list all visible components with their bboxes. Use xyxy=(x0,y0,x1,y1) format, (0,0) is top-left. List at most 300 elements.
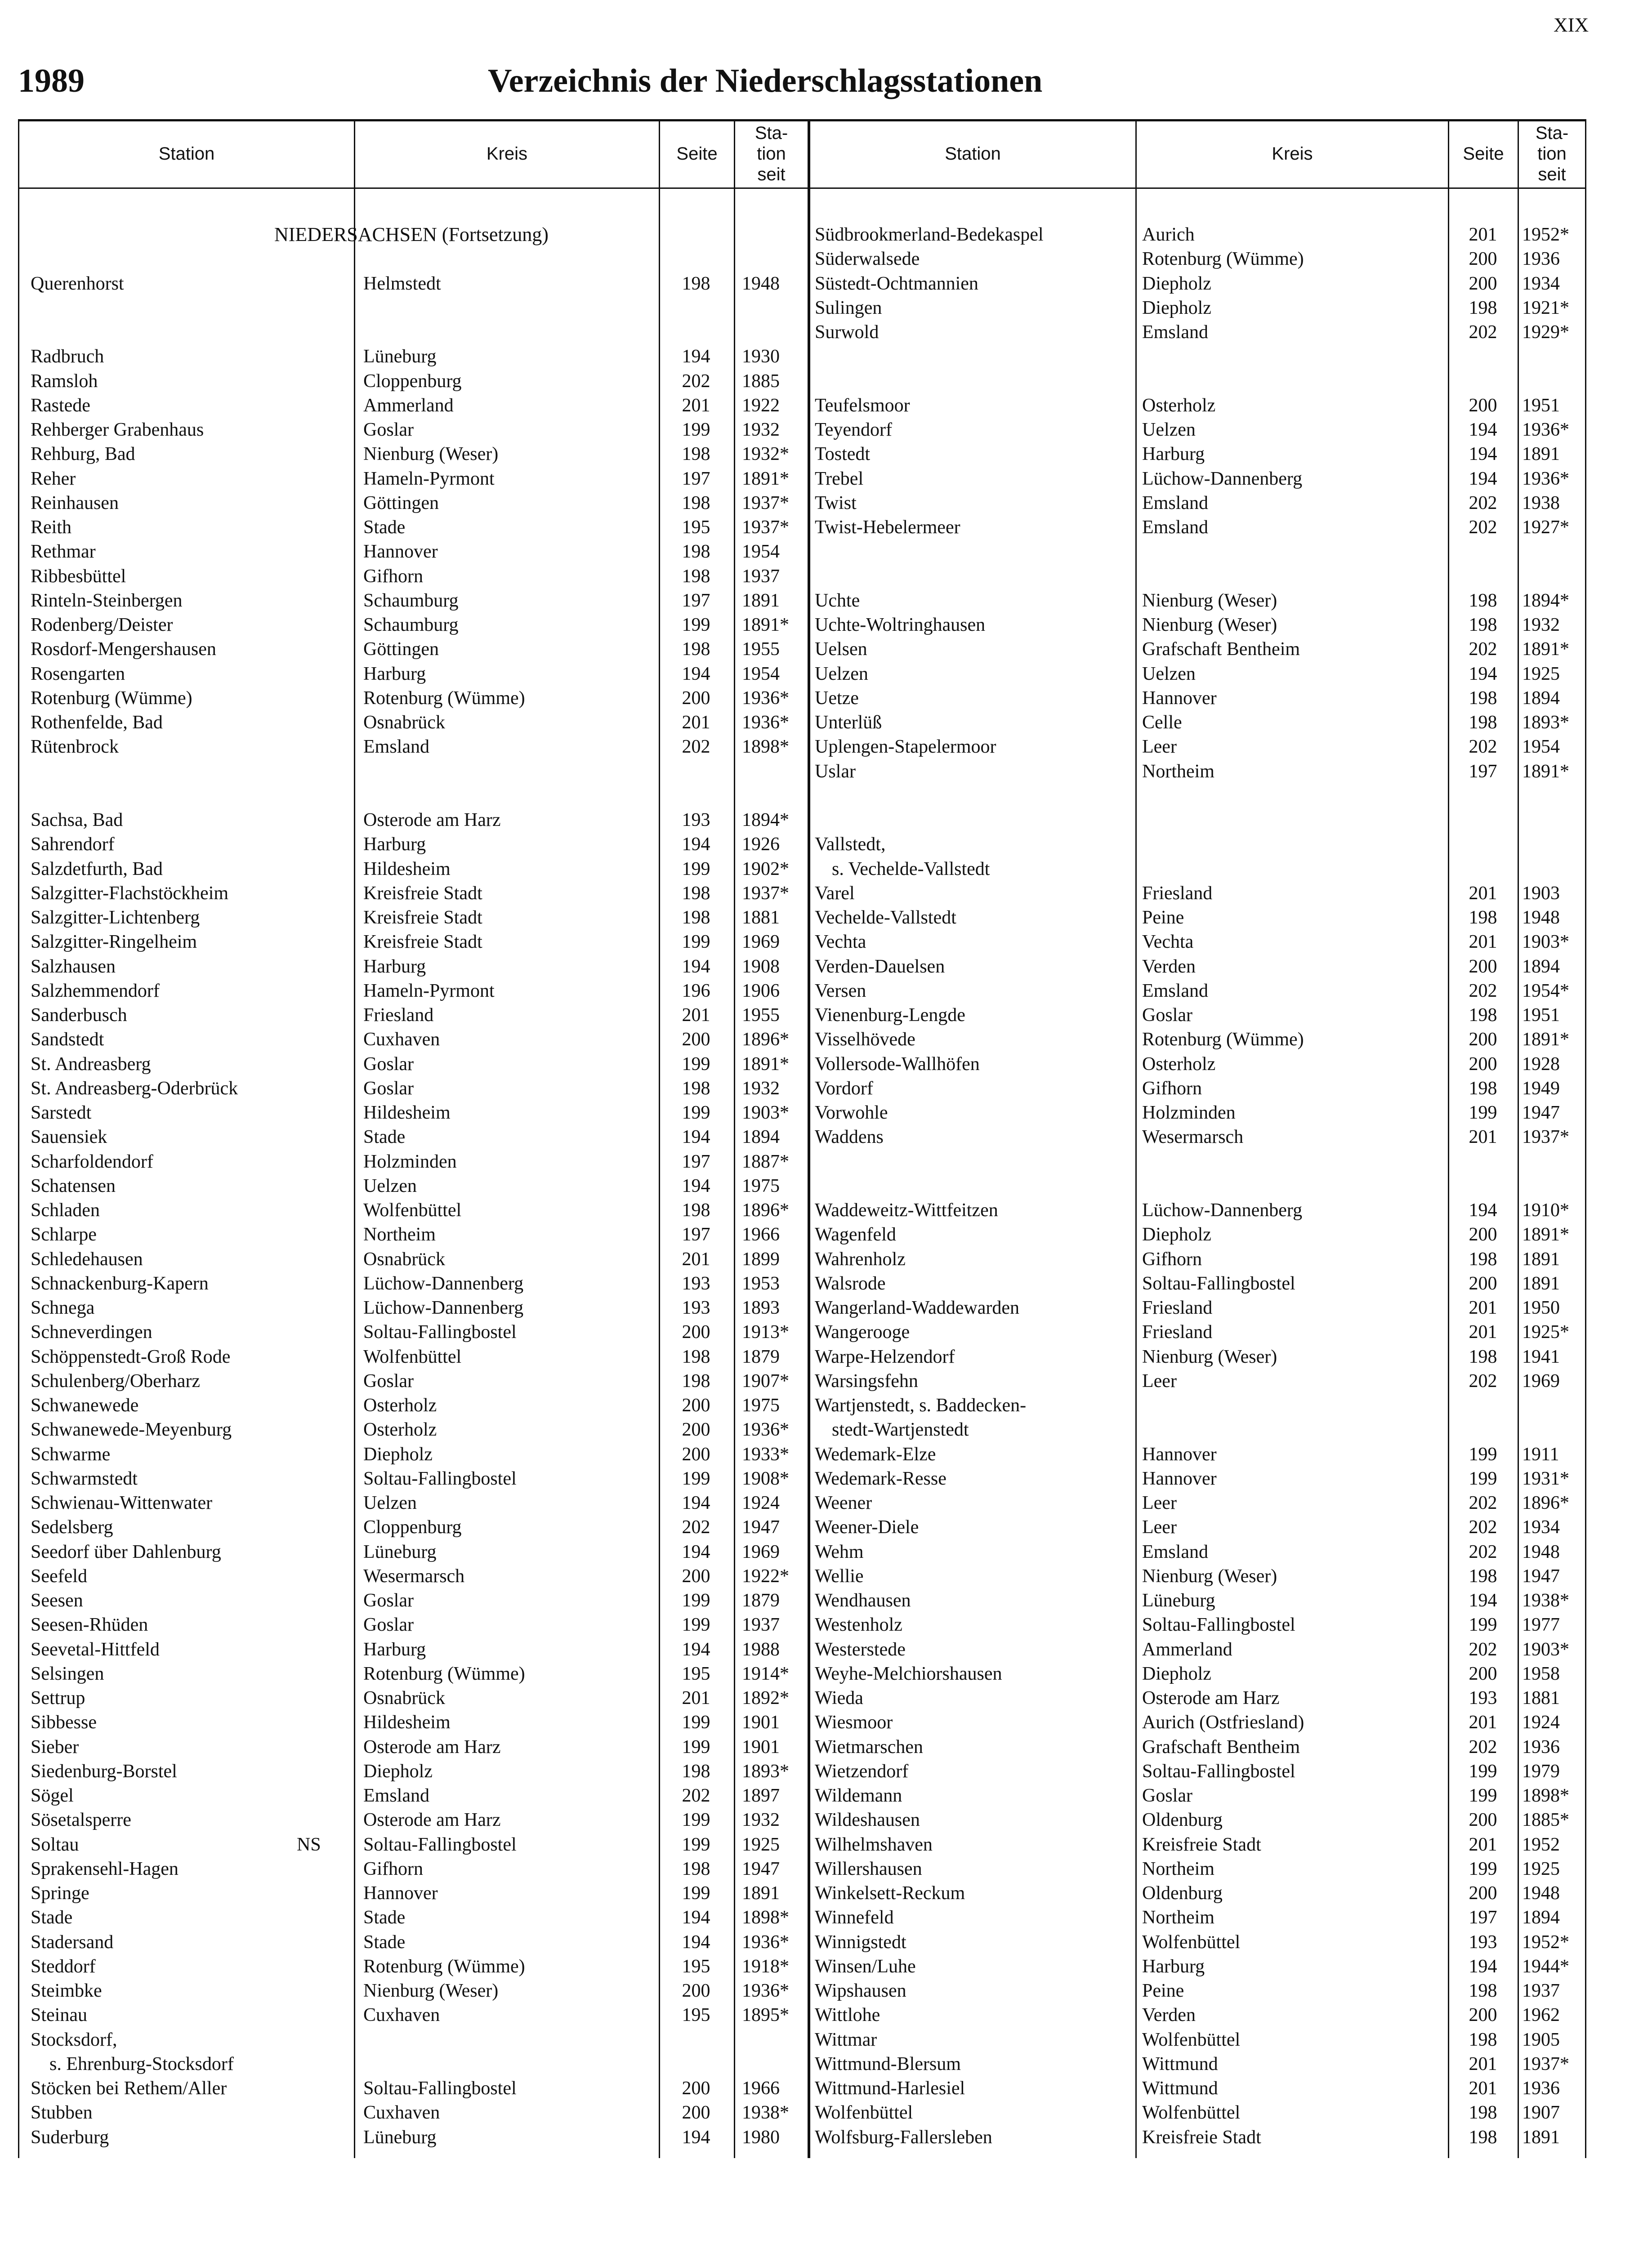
kreis-name: Lüchow-Dannenberg xyxy=(363,1273,524,1294)
table-row xyxy=(0,1247,1585,1271)
kreis-name: Hannover xyxy=(363,1883,438,1904)
station-name: Willershausen xyxy=(815,1858,922,1879)
header-seite-right: Seite xyxy=(1463,144,1504,164)
seite-value: 202 xyxy=(682,1517,710,1538)
seit-year: 1988 xyxy=(742,1639,780,1660)
station-name: Vallstedt, xyxy=(815,834,886,855)
seite-value: 194 xyxy=(1469,663,1497,684)
kreis-name: Hameln-Pyrmont xyxy=(363,468,495,489)
seit-year: 1891 xyxy=(1522,1273,1560,1294)
kreis-name: Goslar xyxy=(363,1370,414,1392)
kreis-name: Diepholz xyxy=(363,1761,433,1782)
kreis-name: Kreisfreie Stadt xyxy=(1142,1834,1261,1855)
seit-year: 1948 xyxy=(1522,1541,1560,1562)
table-row xyxy=(0,1540,1585,1564)
station-name: Unterlüß xyxy=(815,712,882,733)
seite-value: 198 xyxy=(682,639,710,660)
kreis-name: Hildesheim xyxy=(363,858,451,879)
table-row xyxy=(0,2003,1585,2027)
station-name: Uslar xyxy=(815,761,856,782)
kreis-name: Cloppenburg xyxy=(363,1517,462,1538)
seit-year: 1914* xyxy=(742,1663,789,1684)
seite-value: 200 xyxy=(682,687,710,709)
kreis-name: Lüneburg xyxy=(1142,1590,1215,1611)
kreis-name: Harburg xyxy=(363,834,426,855)
seite-value: 201 xyxy=(1469,932,1497,953)
state-group-heading: NIEDERSACHSEN (Fortsetzung) xyxy=(274,223,549,245)
station-name: Wietmarschen xyxy=(815,1736,923,1757)
kreis-name: Soltau-Fallingbostel xyxy=(363,1468,517,1489)
seit-year: 1928 xyxy=(1522,1053,1560,1075)
station-name: Rodenberg/Deister xyxy=(31,615,173,635)
station-name: Rinteln-Steinbergen xyxy=(31,590,183,611)
table-row xyxy=(0,1735,1585,1759)
table-row xyxy=(0,662,1585,686)
seite-value: 198 xyxy=(682,907,710,928)
table-row xyxy=(0,1881,1585,1905)
seit-year: 1893* xyxy=(742,1761,789,1782)
station-name: Versen xyxy=(815,980,866,1001)
seit-year: 1958 xyxy=(1522,1663,1560,1684)
page-number: XIX xyxy=(1554,14,1589,36)
station-name: Sibbesse xyxy=(31,1712,97,1733)
kreis-name: Goslar xyxy=(1142,1005,1192,1026)
station-name: Schwarme xyxy=(31,1444,111,1465)
kreis-name: Celle xyxy=(1142,712,1182,733)
table-row xyxy=(0,491,1585,515)
table-row xyxy=(0,1393,1585,1418)
seit-year: 1966 xyxy=(742,1224,780,1245)
station-name: Süstedt-Ochtmannien xyxy=(815,273,978,294)
seite-value: 193 xyxy=(682,1298,710,1318)
station-name: Vechelde-Vallstedt xyxy=(815,907,956,928)
seite-value: 201 xyxy=(1469,2078,1497,2099)
seite-value: 201 xyxy=(1469,224,1497,245)
seit-year: 1937* xyxy=(1522,2053,1569,2074)
seite-value: 199 xyxy=(682,419,710,440)
seite-value: 201 xyxy=(682,1688,710,1708)
station-name: Stöcken bei Rethem/Aller xyxy=(31,2078,227,2099)
kreis-name: Rotenburg (Wümme) xyxy=(363,1956,525,1977)
seit-year: 1899 xyxy=(742,1249,780,1270)
header-seite: Seite xyxy=(676,144,718,164)
station-name: Wittmund-Harlesiel xyxy=(815,2078,965,2099)
seite-value: 202 xyxy=(1469,1639,1497,1660)
seit-year: 1903* xyxy=(742,1102,789,1123)
seit-year: 1901 xyxy=(742,1736,780,1757)
station-name: Winsen/Luhe xyxy=(815,1956,916,1977)
table-row xyxy=(0,223,1585,247)
kreis-name: Osnabrück xyxy=(363,712,445,733)
seite-value: 202 xyxy=(1469,517,1497,538)
seite-value: 199 xyxy=(1469,1761,1497,1782)
kreis-name: Verden xyxy=(1142,2005,1196,2026)
station-name: Wolfenbüttel xyxy=(815,2102,913,2123)
table-row xyxy=(0,1491,1585,1515)
station-name: Reher xyxy=(31,468,76,489)
seit-year: 1948 xyxy=(742,273,780,294)
seite-value: 202 xyxy=(682,736,710,758)
kreis-name: Holzminden xyxy=(363,1151,457,1172)
seit-year: 1895* xyxy=(742,2005,789,2026)
seite-value: 201 xyxy=(682,712,710,733)
seit-year: 1932 xyxy=(742,1078,780,1099)
seit-year: 1898* xyxy=(1522,1785,1569,1806)
seit-year: 1925 xyxy=(1522,1858,1560,1879)
seit-year: 1954 xyxy=(742,663,780,684)
station-name: Wehm xyxy=(815,1541,864,1562)
table-row xyxy=(0,1515,1585,1539)
station-name: Tostedt xyxy=(815,444,871,465)
seite-value: 198 xyxy=(682,1346,710,1367)
seite-value: 194 xyxy=(682,1541,710,1562)
seite-value: 198 xyxy=(682,492,710,513)
kreis-name: Emsland xyxy=(363,736,429,758)
kreis-name: Hannover xyxy=(1142,1468,1217,1489)
station-name: Stadersand xyxy=(31,1931,114,1953)
table-row xyxy=(0,637,1585,661)
seite-value: 198 xyxy=(1469,615,1497,635)
station-name: Wiesmoor xyxy=(815,1712,893,1733)
kreis-name: Holzminden xyxy=(1142,1102,1236,1123)
kreis-name: Friesland xyxy=(1142,883,1213,904)
seite-value: 201 xyxy=(1469,1127,1497,1148)
seite-value: 201 xyxy=(1469,1298,1497,1318)
station-name: s. Vechelde-Vallstedt xyxy=(832,858,990,879)
station-name: Soltau xyxy=(31,1834,79,1855)
seite-value: 200 xyxy=(1469,1029,1497,1050)
station-name: Steinau xyxy=(31,2005,87,2026)
seit-year: 1977 xyxy=(1522,1615,1560,1636)
station-name: Rütenbrock xyxy=(31,736,119,758)
kreis-name: Harburg xyxy=(363,1639,426,1660)
seit-year: 1950 xyxy=(1522,1298,1560,1318)
table-row xyxy=(0,344,808,369)
seite-value: 200 xyxy=(1469,1273,1497,1294)
seit-year: 1969 xyxy=(742,932,780,953)
seite-value: 202 xyxy=(682,1785,710,1806)
station-name: Trebel xyxy=(815,468,864,489)
kreis-name: Aurich (Ostfriesland) xyxy=(1142,1712,1304,1733)
kreis-name: Oldenburg xyxy=(1142,1810,1223,1831)
table-row xyxy=(0,1174,808,1198)
station-name: Siedenburg-Borstel xyxy=(31,1761,177,1782)
table-row xyxy=(0,2125,1585,2150)
kreis-name: Cuxhaven xyxy=(363,2102,440,2123)
kreis-name: Grafschaft Bentheim xyxy=(1142,639,1300,660)
kreis-name: Gifhorn xyxy=(363,566,423,587)
station-name: Uplengen-Stapelermoor xyxy=(815,736,996,758)
kreis-name: Harburg xyxy=(1142,1956,1205,1977)
kreis-name: Lüneburg xyxy=(363,1541,437,1562)
seit-year: 1955 xyxy=(742,639,780,660)
kreis-name: Emsland xyxy=(1142,517,1208,538)
seit-year: 1938 xyxy=(1522,492,1560,513)
seit-year: 1932 xyxy=(742,419,780,440)
kreis-name: Rotenburg (Wümme) xyxy=(363,687,525,709)
kreis-name: Osnabrück xyxy=(363,1249,445,1270)
station-name: Surwold xyxy=(815,322,879,343)
station-name: Schladen xyxy=(31,1200,100,1221)
seit-year: 1931* xyxy=(1522,1468,1569,1489)
station-name: Walsrode xyxy=(815,1273,886,1294)
seit-year: 1891* xyxy=(1522,1029,1569,1050)
kreis-name: Lüneburg xyxy=(363,2127,437,2148)
table-row xyxy=(0,1662,1585,1686)
kreis-name: Wolfenbüttel xyxy=(1142,1931,1241,1953)
seite-value: 194 xyxy=(682,2127,710,2148)
table-row xyxy=(0,1027,1585,1052)
kreis-name: Leer xyxy=(1142,1370,1177,1392)
station-name: Wittlohe xyxy=(815,2005,880,2026)
station-name: Wittmar xyxy=(815,2029,877,2050)
station-name: Vorwohle xyxy=(815,1102,888,1123)
kreis-name: Soltau-Fallingbostel xyxy=(363,2078,517,2099)
kreis-name: Osterholz xyxy=(1142,395,1216,416)
seit-year: 1906 xyxy=(742,980,780,1001)
seite-value: 200 xyxy=(1469,1810,1497,1831)
seit-year: 1951 xyxy=(1522,1005,1560,1026)
seit-year: 1891* xyxy=(1522,761,1569,782)
seite-value: 195 xyxy=(682,2005,710,2026)
station-name: Sahrendorf xyxy=(31,834,115,855)
table-row xyxy=(0,589,1585,613)
kreis-name: Friesland xyxy=(1142,1322,1213,1343)
seite-value: 200 xyxy=(1469,1883,1497,1904)
table-row xyxy=(0,1588,1585,1613)
seit-year: 1948 xyxy=(1522,907,1560,928)
kreis-name: Uelzen xyxy=(363,1175,417,1196)
kreis-name: Diepholz xyxy=(363,1444,433,1465)
seite-value: 198 xyxy=(682,1078,710,1099)
seit-year: 1903* xyxy=(1522,1639,1569,1660)
kreis-name: Vechta xyxy=(1142,932,1194,953)
seit-year: 1908 xyxy=(742,956,780,977)
station-name: Vechta xyxy=(815,932,866,953)
seit-year: 1903* xyxy=(1522,932,1569,953)
seit-year: 1937* xyxy=(742,492,789,513)
header-kreis-right: Kreis xyxy=(1272,144,1313,164)
kreis-name: Aurich xyxy=(1142,224,1195,245)
table-row xyxy=(0,1686,1585,1710)
station-name: Stade xyxy=(31,1907,73,1928)
seite-value: 197 xyxy=(682,1224,710,1245)
kreis-name: Cuxhaven xyxy=(363,2005,440,2026)
seit-year: 1921* xyxy=(1522,297,1569,318)
kreis-name: Wolfenbüttel xyxy=(1142,2102,1241,2123)
seite-value: 200 xyxy=(682,1322,710,1343)
station-name: St. Andreasberg-Oderbrück xyxy=(31,1078,238,1099)
seit-year: 1947 xyxy=(742,1858,780,1879)
seite-value: 202 xyxy=(1469,492,1497,513)
kreis-name: Osterholz xyxy=(1142,1053,1216,1075)
seit-year: 1926 xyxy=(742,834,780,855)
seite-value: 193 xyxy=(682,810,710,830)
station-name: Wedemark-Resse xyxy=(815,1468,947,1489)
seite-value: 198 xyxy=(682,541,710,562)
kreis-name: Gifhorn xyxy=(363,1858,423,1879)
kreis-name: Lüchow-Dannenberg xyxy=(363,1298,524,1318)
station-name: Sösetalsperre xyxy=(31,1810,131,1831)
station-name: Rosdorf-Mengershausen xyxy=(31,639,216,660)
kreis-name: Lüchow-Dannenberg xyxy=(1142,1200,1303,1221)
kreis-name: Wittmund xyxy=(1142,2078,1218,2099)
kreis-name: Wolfenbüttel xyxy=(363,1346,462,1367)
station-name: Schwarmstedt xyxy=(31,1468,138,1489)
station-name: Ribbesbüttel xyxy=(31,566,126,587)
kreis-name: Emsland xyxy=(1142,492,1208,513)
header-kreis: Kreis xyxy=(486,144,528,164)
seit-year: 1934 xyxy=(1522,273,1560,294)
seite-value: 199 xyxy=(682,1468,710,1489)
seite-value: 200 xyxy=(682,1395,710,1416)
station-name: Wartjenstedt, s. Baddecken- xyxy=(815,1395,1027,1416)
seit-year: 1894 xyxy=(1522,956,1560,977)
station-name: Vollersode-Wallhöfen xyxy=(815,1053,980,1075)
kreis-name: Wolfenbüttel xyxy=(363,1200,462,1221)
table-row xyxy=(0,1833,1585,1857)
seite-value: 199 xyxy=(682,858,710,879)
table-row xyxy=(0,1296,1585,1320)
seite-value: 201 xyxy=(1469,883,1497,904)
seite-value: 193 xyxy=(1469,1931,1497,1953)
station-name: Rothenfelde, Bad xyxy=(31,712,163,733)
station-name: Schnackenburg-Kapern xyxy=(31,1273,209,1294)
table-row xyxy=(0,247,1585,271)
seite-value: 202 xyxy=(682,370,710,392)
seite-value: 200 xyxy=(682,2102,710,2123)
seite-value: 202 xyxy=(1469,736,1497,758)
kreis-name: Osterholz xyxy=(363,1419,437,1441)
seite-value: 202 xyxy=(1469,1736,1497,1757)
table-row xyxy=(0,955,1585,979)
kreis-name: Harburg xyxy=(363,956,426,977)
seit-year: 1932* xyxy=(742,444,789,465)
station-name: Settrup xyxy=(31,1688,85,1708)
seit-year: 1881 xyxy=(742,907,780,928)
table-row xyxy=(0,1759,1585,1784)
station-name: Stubben xyxy=(31,2102,93,2123)
kreis-name: Uelzen xyxy=(363,1493,417,1513)
kreis-name: Hannover xyxy=(1142,687,1217,709)
kreis-name: Emsland xyxy=(1142,980,1208,1001)
kreis-name: Gifhorn xyxy=(1142,1249,1202,1270)
table-row xyxy=(0,1369,1585,1393)
seit-year: 1929* xyxy=(1522,322,1569,343)
seite-value: 202 xyxy=(1469,980,1497,1001)
seite-value: 201 xyxy=(682,1005,710,1026)
seite-value: 195 xyxy=(682,517,710,538)
station-name: Schwienau-Wittenwater xyxy=(31,1493,213,1513)
table-row xyxy=(0,881,1585,905)
kreis-name: Leer xyxy=(1142,1517,1177,1538)
seit-year: 1937* xyxy=(742,517,789,538)
seit-year: 1905 xyxy=(1522,2029,1560,2050)
table-row xyxy=(0,857,1585,881)
station-name: Schatensen xyxy=(31,1175,116,1196)
station-name: Uetze xyxy=(815,687,859,709)
seite-value: 199 xyxy=(682,1712,710,1733)
seit-year: 1936* xyxy=(742,1419,789,1441)
header-rule xyxy=(18,187,1585,189)
kreis-name: Goslar xyxy=(363,1615,414,1636)
header-station: Station xyxy=(158,144,215,164)
column-divider xyxy=(1585,119,1586,2158)
seite-value: 200 xyxy=(1469,2005,1497,2026)
station-name: Schledehausen xyxy=(31,1249,143,1270)
seite-value: 198 xyxy=(682,883,710,904)
kreis-name: Emsland xyxy=(1142,1541,1208,1562)
station-name: Salzgitter-Lichtenberg xyxy=(31,907,200,928)
table-row xyxy=(0,979,1585,1003)
kreis-name: Schaumburg xyxy=(363,590,459,611)
seit-year: 1980 xyxy=(742,2127,780,2148)
station-name: Wangerooge xyxy=(815,1322,910,1343)
seit-year: 1885* xyxy=(1522,1810,1569,1831)
table-row xyxy=(0,369,808,393)
seit-year: 1896* xyxy=(742,1200,789,1221)
kreis-name: Goslar xyxy=(363,419,414,440)
seit-year: 1936 xyxy=(1522,2078,1560,2099)
kreis-name: Lüneburg xyxy=(363,346,437,367)
seite-value: 194 xyxy=(682,346,710,367)
seite-value: 195 xyxy=(682,1956,710,1977)
station-name: Varel xyxy=(815,883,855,904)
station-name: s. Ehrenburg-Stocksdorf xyxy=(49,2053,234,2074)
station-name: Sedelsberg xyxy=(31,1517,113,1538)
kreis-name: Osnabrück xyxy=(363,1688,445,1708)
station-name: Wipshausen xyxy=(815,1980,906,2001)
seit-year: 1891* xyxy=(742,468,789,489)
seite-value: 201 xyxy=(1469,1834,1497,1855)
page-title: Verzeichnis der Niederschlagsstationen xyxy=(488,62,1043,99)
table-row xyxy=(0,1271,1585,1296)
station-name: Visselhövede xyxy=(815,1029,915,1050)
kreis-name: Nienburg (Weser) xyxy=(363,444,499,465)
seite-value: 202 xyxy=(1469,1493,1497,1513)
seit-year: 1947 xyxy=(1522,1566,1560,1587)
kreis-name: Harburg xyxy=(363,663,426,684)
seite-value: 200 xyxy=(682,1444,710,1465)
seit-year: 1918* xyxy=(742,1956,789,1977)
kreis-name: Nienburg (Weser) xyxy=(363,1980,499,2001)
seit-year: 1979 xyxy=(1522,1761,1560,1782)
table-row xyxy=(0,1345,1585,1369)
kreis-name: Osterode am Harz xyxy=(1142,1688,1280,1708)
station-name: Wildeshausen xyxy=(815,1810,920,1831)
seite-value: 194 xyxy=(682,956,710,977)
table-row xyxy=(0,2101,1585,2125)
kreis-name: Cuxhaven xyxy=(363,1029,440,1050)
seit-year: 1925 xyxy=(742,1834,780,1855)
seit-year: 1891* xyxy=(1522,1224,1569,1245)
station-name: Sprakensehl-Hagen xyxy=(31,1858,179,1879)
station-name: Querenhorst xyxy=(31,273,124,294)
seit-year: 1924 xyxy=(742,1493,780,1513)
seit-year: 1937* xyxy=(742,883,789,904)
seit-year: 1911 xyxy=(1522,1444,1559,1465)
station-name: Seesen-Rhüden xyxy=(31,1615,148,1636)
table-row xyxy=(0,1710,1585,1735)
table-row xyxy=(0,564,808,589)
seit-year: 1932 xyxy=(742,1810,780,1831)
station-name: Südbrookmerland-Bedekaspel xyxy=(815,224,1044,245)
seit-year: 1907* xyxy=(742,1370,789,1392)
seit-year: 1975 xyxy=(742,1175,780,1196)
seit-year: 1891 xyxy=(742,1883,780,1904)
station-name: Uchte xyxy=(815,590,860,611)
seite-value: 198 xyxy=(682,1761,710,1782)
